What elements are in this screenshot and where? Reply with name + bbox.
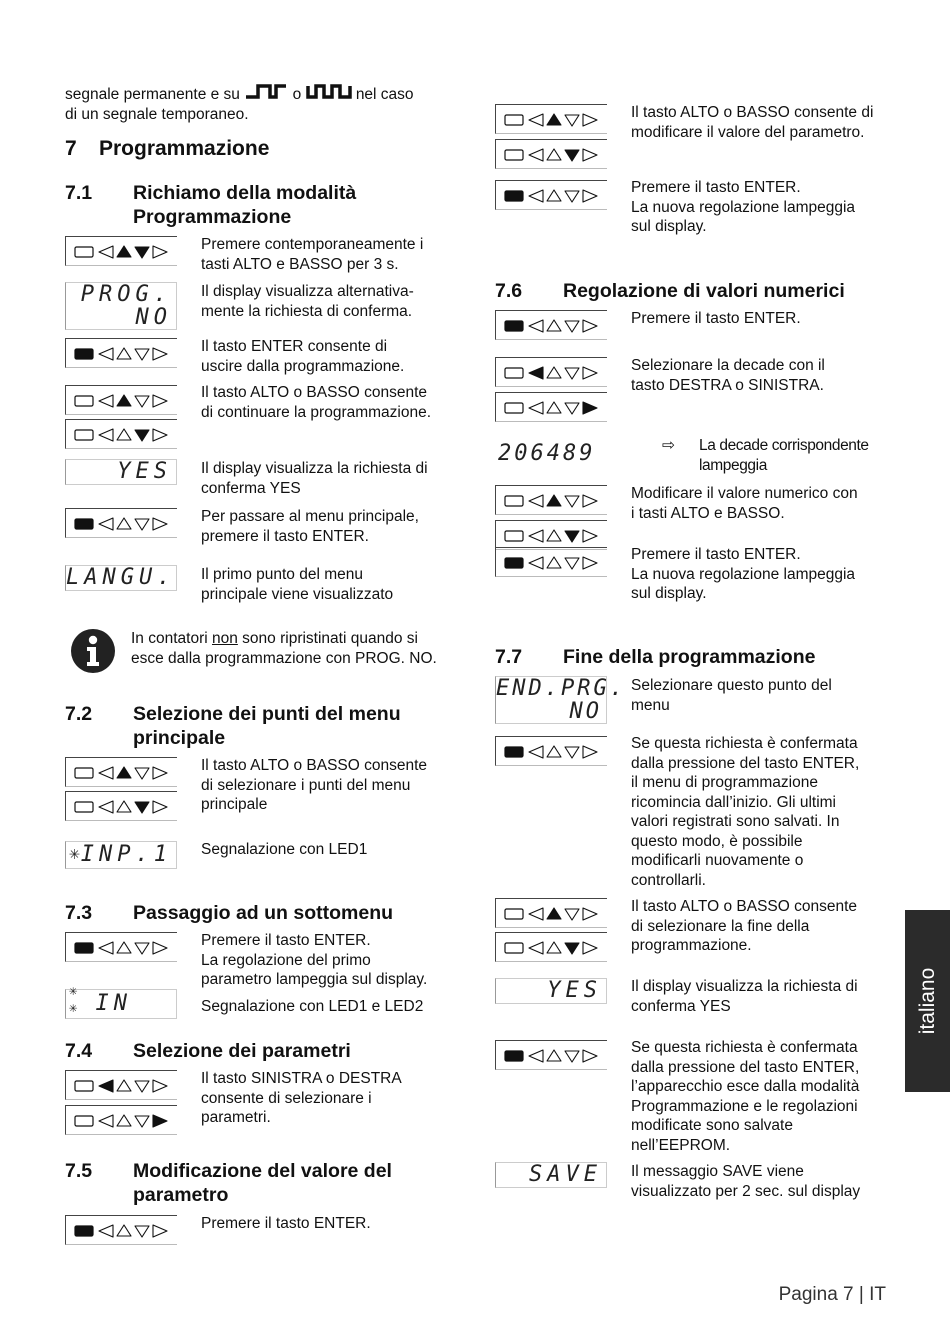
lcd-prog: PROG. <box>80 282 172 307</box>
enter-key-icon <box>505 747 523 757</box>
up-key-icon <box>117 1080 131 1091</box>
enter-key-icon <box>75 768 93 778</box>
right-key-icon <box>583 942 597 954</box>
enter-key-icon <box>505 558 523 568</box>
left-key-icon <box>529 530 543 542</box>
right-key-icon <box>153 1080 167 1092</box>
keypad-down <box>495 520 607 550</box>
right-key-icon <box>153 1225 167 1237</box>
section-7-4-number: 7.4 <box>65 1040 93 1062</box>
up-key-icon <box>547 942 561 953</box>
down-key-icon <box>135 1116 149 1127</box>
enter-key-icon <box>75 1116 93 1126</box>
left-key-icon <box>99 395 113 407</box>
arrow-right-icon: ⇨ <box>662 437 675 454</box>
step-text: Per passare al menu principale, premere il tasto ENTER. <box>201 508 419 545</box>
keypad-down <box>495 139 607 169</box>
step-text: Premere il tasto ENTER. <box>201 1215 371 1232</box>
lcd-save: SAVE <box>495 1162 607 1188</box>
left-key-icon <box>529 495 543 507</box>
left-key-icon <box>99 429 113 441</box>
down-key-icon <box>565 403 579 414</box>
enter-key-icon <box>505 496 523 506</box>
section-7-5-number: 7.5 <box>65 1160 93 1182</box>
up-key-icon <box>117 246 131 257</box>
right-key-icon <box>583 190 597 202</box>
up-key-icon <box>117 1115 131 1126</box>
section-7-6-title: Regolazione di valori numerici <box>563 280 845 302</box>
lcd-end-prg <box>495 676 626 724</box>
right-key-icon <box>153 395 167 407</box>
enter-key-icon <box>505 531 523 541</box>
keypad-enter <box>65 1215 177 1245</box>
lcd-inp <box>65 841 177 869</box>
step-text: Il tasto ALTO o BASSO consente di selezionare la fine della programmazione. <box>631 898 858 954</box>
section-7-title: Programmazione <box>99 137 270 160</box>
down-key-icon <box>565 150 579 161</box>
right-key-icon <box>153 801 167 813</box>
enter-key-icon <box>505 909 523 919</box>
keypad-down <box>65 419 177 449</box>
keypad-enter <box>495 180 607 210</box>
left-key-icon <box>99 348 113 360</box>
step-text: Premere il tasto ENTER. La nuova regolazione lampeggia sul display. <box>631 179 856 235</box>
up-key-icon <box>547 746 561 757</box>
keypad-enter <box>495 736 607 766</box>
lcd-in <box>65 983 177 1019</box>
section-7-5-title-line1: Modificazione del valore del <box>133 1160 392 1182</box>
lcd-end: END.PRG. <box>496 676 626 701</box>
step-text: Il primo punto del menu principale viene visualizzato <box>201 566 394 603</box>
up-key-icon <box>547 495 561 506</box>
up-key-icon <box>117 518 131 529</box>
keypad-up <box>65 385 177 415</box>
step-text: Modificare il valore numerico con i tasti ALTO e BASSO. <box>631 485 858 522</box>
step-text: Il tasto ALTO o BASSO consente di continuare la programmazione. <box>201 384 432 421</box>
temporary-signal-icon <box>306 82 352 102</box>
left-key-icon <box>529 942 543 954</box>
enter-key-icon <box>505 368 523 378</box>
up-key-icon <box>547 367 561 378</box>
right-key-icon <box>583 367 597 379</box>
left-key-icon <box>99 1115 113 1127</box>
left-key-icon <box>99 246 113 258</box>
down-key-icon <box>565 115 579 126</box>
right-key-icon <box>153 942 167 954</box>
left-key-icon <box>529 367 543 379</box>
step-text: Il tasto ALTO o BASSO consente di modificare il valore del parametro. <box>631 104 874 141</box>
step-text: Il tasto SINISTRA o DESTRA consente di selezionare i parametri. <box>201 1070 402 1126</box>
lcd-langu: LANGU. <box>66 565 176 590</box>
right-key-icon <box>583 320 597 332</box>
section-7-number: 7 <box>65 137 77 160</box>
step-text: Premere contemporaneamente i tasti ALTO e BASSO per 3 s. <box>201 236 424 273</box>
language-side-tab <box>905 910 950 1092</box>
down-key-icon <box>565 909 579 920</box>
up-key-icon <box>547 149 561 160</box>
section-7-7-title: Fine della programmazione <box>563 646 816 668</box>
down-key-icon <box>565 531 579 542</box>
left-key-icon <box>529 1050 543 1062</box>
right-key-icon <box>153 246 167 258</box>
right-key-icon <box>583 746 597 758</box>
left-key-icon <box>529 190 543 202</box>
section-7-4-title: Selezione dei parametri <box>133 1040 351 1062</box>
right-key-icon <box>583 557 597 569</box>
enter-key-icon <box>75 247 93 257</box>
right-key-icon <box>153 518 167 530</box>
section-7-3-number: 7.3 <box>65 902 93 924</box>
up-key-icon <box>547 530 561 541</box>
up-key-icon <box>547 1050 561 1061</box>
step-text: Selezionare la decade con il tasto DESTRA o SINISTRA. <box>631 357 825 394</box>
keypad-up <box>65 757 177 787</box>
section-7-1-title-line2: Programmazione <box>133 206 292 228</box>
right-key-icon <box>153 767 167 779</box>
down-key-icon <box>135 943 149 954</box>
keypad-right <box>65 1105 177 1135</box>
enter-key-icon <box>505 115 523 125</box>
enter-key-icon <box>505 1051 523 1061</box>
down-key-icon <box>135 247 149 258</box>
right-key-icon <box>583 1050 597 1062</box>
down-key-icon <box>135 430 149 441</box>
down-key-icon <box>135 349 149 360</box>
intro-line1-b: nel caso <box>355 86 414 103</box>
up-key-icon <box>117 942 131 953</box>
lcd-prog-no <box>65 282 177 330</box>
enter-key-icon <box>75 943 93 953</box>
enter-key-icon <box>75 349 93 359</box>
lcd-numeric: 206489 <box>495 439 607 469</box>
section-7-2-title-line1: Selezione dei punti del menu <box>133 703 401 725</box>
led1-blink-icon: ✳ <box>69 843 80 864</box>
down-key-icon <box>565 1051 579 1062</box>
down-key-icon <box>135 519 149 530</box>
up-key-icon <box>547 114 561 125</box>
keypad-up <box>495 485 607 515</box>
left-key-icon <box>99 1080 113 1092</box>
section-7-5-heading <box>65 1159 445 1209</box>
step-text: Il display visualizza la richiesta di conferma YES <box>631 978 858 1015</box>
down-key-icon <box>135 802 149 813</box>
up-key-icon <box>547 402 561 413</box>
step-text: Il display visualizza alternativa- mente la richiesta di conferma. <box>201 283 414 320</box>
down-key-icon <box>565 943 579 954</box>
intro-line2: di un segnale temporaneo. <box>65 105 249 123</box>
enter-key-icon <box>75 430 93 440</box>
down-key-icon <box>135 1081 149 1092</box>
keypad-enter <box>495 310 607 340</box>
enter-key-icon <box>75 396 93 406</box>
intro-or: o <box>292 86 302 103</box>
left-key-icon <box>99 767 113 779</box>
up-key-icon <box>547 908 561 919</box>
keypad-enter <box>65 932 177 962</box>
down-key-icon <box>565 496 579 507</box>
right-key-icon <box>583 149 597 161</box>
left-key-icon <box>529 557 543 569</box>
step-text: Premere il tasto ENTER. La nuova regolazione lampeggia sul display. <box>631 546 856 602</box>
keypad-enter <box>65 508 177 538</box>
left-key-icon <box>529 402 543 414</box>
right-key-icon <box>583 495 597 507</box>
enter-key-icon <box>505 191 523 201</box>
left-key-icon <box>99 942 113 954</box>
section-7-3-title: Passaggio ad un sottomenu <box>133 902 394 924</box>
left-key-icon <box>99 1225 113 1237</box>
down-key-icon <box>135 1226 149 1237</box>
up-key-icon <box>117 1225 131 1236</box>
section-7-1-number: 7.1 <box>65 182 93 204</box>
keypad-down <box>495 932 607 962</box>
step-text: Se questa richiesta è confermata dalla pressione del tasto ENTER, il menu di programmazione ricomincia dall’inizio. Gli ultimi valori registrati sono salvati. In questo modo, è possibile modificarli nuovamente o controllarli. <box>631 735 860 889</box>
keypad-up-down <box>65 236 177 266</box>
left-key-icon <box>529 114 543 126</box>
up-key-icon <box>117 801 131 812</box>
step-text: Premere il tasto ENTER. <box>631 310 801 327</box>
right-key-icon <box>583 114 597 126</box>
left-key-icon <box>529 149 543 161</box>
down-key-icon <box>565 321 579 332</box>
led1-blink-icon: ✳ <box>69 983 78 999</box>
up-key-icon <box>117 429 131 440</box>
enter-key-icon <box>75 802 93 812</box>
step-text: Il display visualizza la richiesta di conferma YES <box>201 460 428 497</box>
step-text: Il messaggio SAVE viene visualizzato per 2 sec. sul display <box>631 1163 861 1200</box>
right-key-icon <box>583 530 597 542</box>
section-7-1-heading <box>65 181 445 231</box>
keypad-enter <box>495 1040 607 1070</box>
step-text: Premere il tasto ENTER. La regolazione del primo parametro lampeggia sul display. <box>201 932 428 988</box>
right-key-icon <box>583 402 597 414</box>
step-text: Selezionare questo punto del menu <box>631 677 832 714</box>
lcd-no: NO <box>135 305 172 330</box>
down-key-icon <box>565 747 579 758</box>
step-text: Il tasto ALTO o BASSO consente di selezionare i punti del menu principale <box>201 757 428 813</box>
intro-text <box>65 82 414 124</box>
keypad-up <box>495 104 607 134</box>
right-key-icon <box>153 429 167 441</box>
keypad-right <box>495 392 607 422</box>
side-tab-label: italiano <box>915 967 939 1035</box>
step-text: Il tasto ENTER consente di uscire dalla programmazione. <box>201 338 405 375</box>
intro-line1-a: segnale permanente e su <box>65 86 240 103</box>
keypad-enter <box>495 547 607 577</box>
enter-key-icon <box>75 519 93 529</box>
enter-key-icon <box>505 321 523 331</box>
lcd-yes: YES <box>65 459 177 485</box>
up-key-icon <box>117 348 131 359</box>
step-text: Segnalazione con LED1 <box>201 841 368 858</box>
keypad-down <box>65 791 177 821</box>
keypad-left <box>495 357 607 387</box>
lcd-in-text: IN <box>95 991 132 1016</box>
left-key-icon <box>529 746 543 758</box>
right-key-icon <box>153 1115 167 1127</box>
enter-key-icon <box>505 943 523 953</box>
info-note: In contatori non sono ripristinati quando si esce dalla programmazione con PROG. NO. <box>131 630 437 667</box>
lcd-no: NO <box>569 699 602 724</box>
enter-key-icon <box>75 1081 93 1091</box>
keypad-up <box>495 898 607 928</box>
keypad-enter <box>65 338 177 368</box>
left-key-icon <box>529 320 543 332</box>
enter-key-icon <box>75 1226 93 1236</box>
enter-key-icon <box>505 150 523 160</box>
up-key-icon <box>547 320 561 331</box>
down-key-icon <box>135 768 149 779</box>
section-7-2-title-line2: principale <box>133 727 226 749</box>
up-key-icon <box>117 767 131 778</box>
down-key-icon <box>565 368 579 379</box>
step-text: La decade corrispondente lampeggia <box>699 437 869 474</box>
section-7-1-title-line1: Richiamo della modalità <box>133 182 357 204</box>
section-7-2-heading <box>65 702 445 752</box>
right-key-icon <box>583 908 597 920</box>
lcd-yes: YES <box>495 978 607 1004</box>
right-key-icon <box>153 348 167 360</box>
up-key-icon <box>547 190 561 201</box>
section-7-6-number: 7.6 <box>495 280 523 302</box>
lcd-inp-text: INP.1 <box>80 842 172 867</box>
section-7-7-number: 7.7 <box>495 646 523 668</box>
down-key-icon <box>135 396 149 407</box>
permanent-signal-icon <box>244 82 288 102</box>
up-key-icon <box>547 557 561 568</box>
page-footer: Pagina 7 | IT <box>778 1284 886 1305</box>
step-text: Se questa richiesta è confermata dalla pressione del tasto ENTER, l’apparecchio esce dalla modalità Programmazione e le regolazioni modificate sono salvate nell’EEPROM. <box>631 1039 860 1154</box>
keypad-left <box>65 1070 177 1100</box>
led2-blink-icon: ✳ <box>69 1000 78 1016</box>
left-key-icon <box>99 801 113 813</box>
left-key-icon <box>99 518 113 530</box>
down-key-icon <box>565 191 579 202</box>
left-key-icon <box>529 908 543 920</box>
info-icon <box>69 627 117 675</box>
step-text: Segnalazione con LED1 e LED2 <box>201 998 424 1015</box>
enter-key-icon <box>505 403 523 413</box>
section-7-2-number: 7.2 <box>65 703 93 725</box>
section-7-5-title-line2: parametro <box>133 1184 229 1206</box>
down-key-icon <box>565 558 579 569</box>
up-key-icon <box>117 395 131 406</box>
